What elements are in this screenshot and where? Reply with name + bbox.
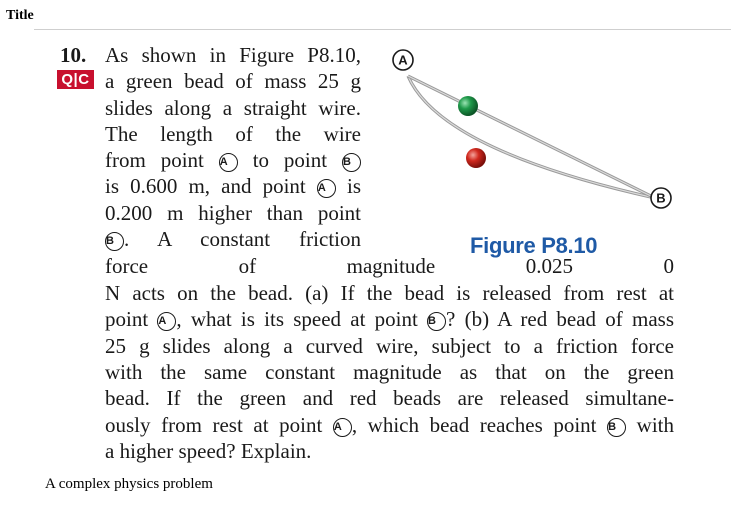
title-divider [34,29,731,30]
figure-diagram [380,40,680,265]
problem-line: a higher speed? Explain. [105,439,312,463]
image-caption: A complex physics problem [45,476,213,492]
problem-line: is 0.600 m, and point A is [105,174,361,198]
problem-line: from point A to point B [105,147,361,173]
problem-line: B . A constant friction [106,227,361,251]
point-b-symbol: B [607,418,626,437]
point-a-label: A [398,52,408,68]
point-a-symbol: A [219,153,238,172]
problem-line: slides along a straight wire. [105,96,361,120]
point-b-symbol: B [342,153,361,172]
point-b-symbol: B [427,312,446,331]
problem-line: As shown in Figure P8.10, [105,43,361,67]
point-a-symbol: A [317,179,336,198]
problem-line: force of magnitude 0.025 0 [105,254,674,278]
green-bead [458,96,478,116]
page-title: Title [6,8,34,23]
problem-line: 25 g slides along a curved wire, subject to a friction force [105,334,674,358]
problem-line: bead. If the green and red beads are released simultane- [105,386,674,410]
problem-number: 10. [60,43,87,67]
problem-line: with the same constant magnitude as that on the green [105,360,674,384]
qc-badge: Q|C [57,70,94,89]
point-b-symbol: B [105,232,124,251]
problem-line: The length of the wire [105,122,361,146]
figure-caption: Figure P8.10 [470,233,598,258]
problem-line: ously from rest at point A , which bead reaches point B with [105,413,674,437]
point-a-symbol: A [157,312,176,331]
problem-line: a green bead of mass 25 g [105,69,361,93]
red-bead [466,148,486,168]
problem-line: 0.200 m higher than point [105,201,361,225]
figure-p8-10 [380,40,680,265]
problem-line: N acts on the bead. (a) If the bead is released from rest at [105,281,674,305]
problem-line: point A , what is its speed at point B ? (b) A red bead of mass [105,307,675,331]
point-b-label: B [656,190,666,206]
point-a-symbol: A [333,418,352,437]
